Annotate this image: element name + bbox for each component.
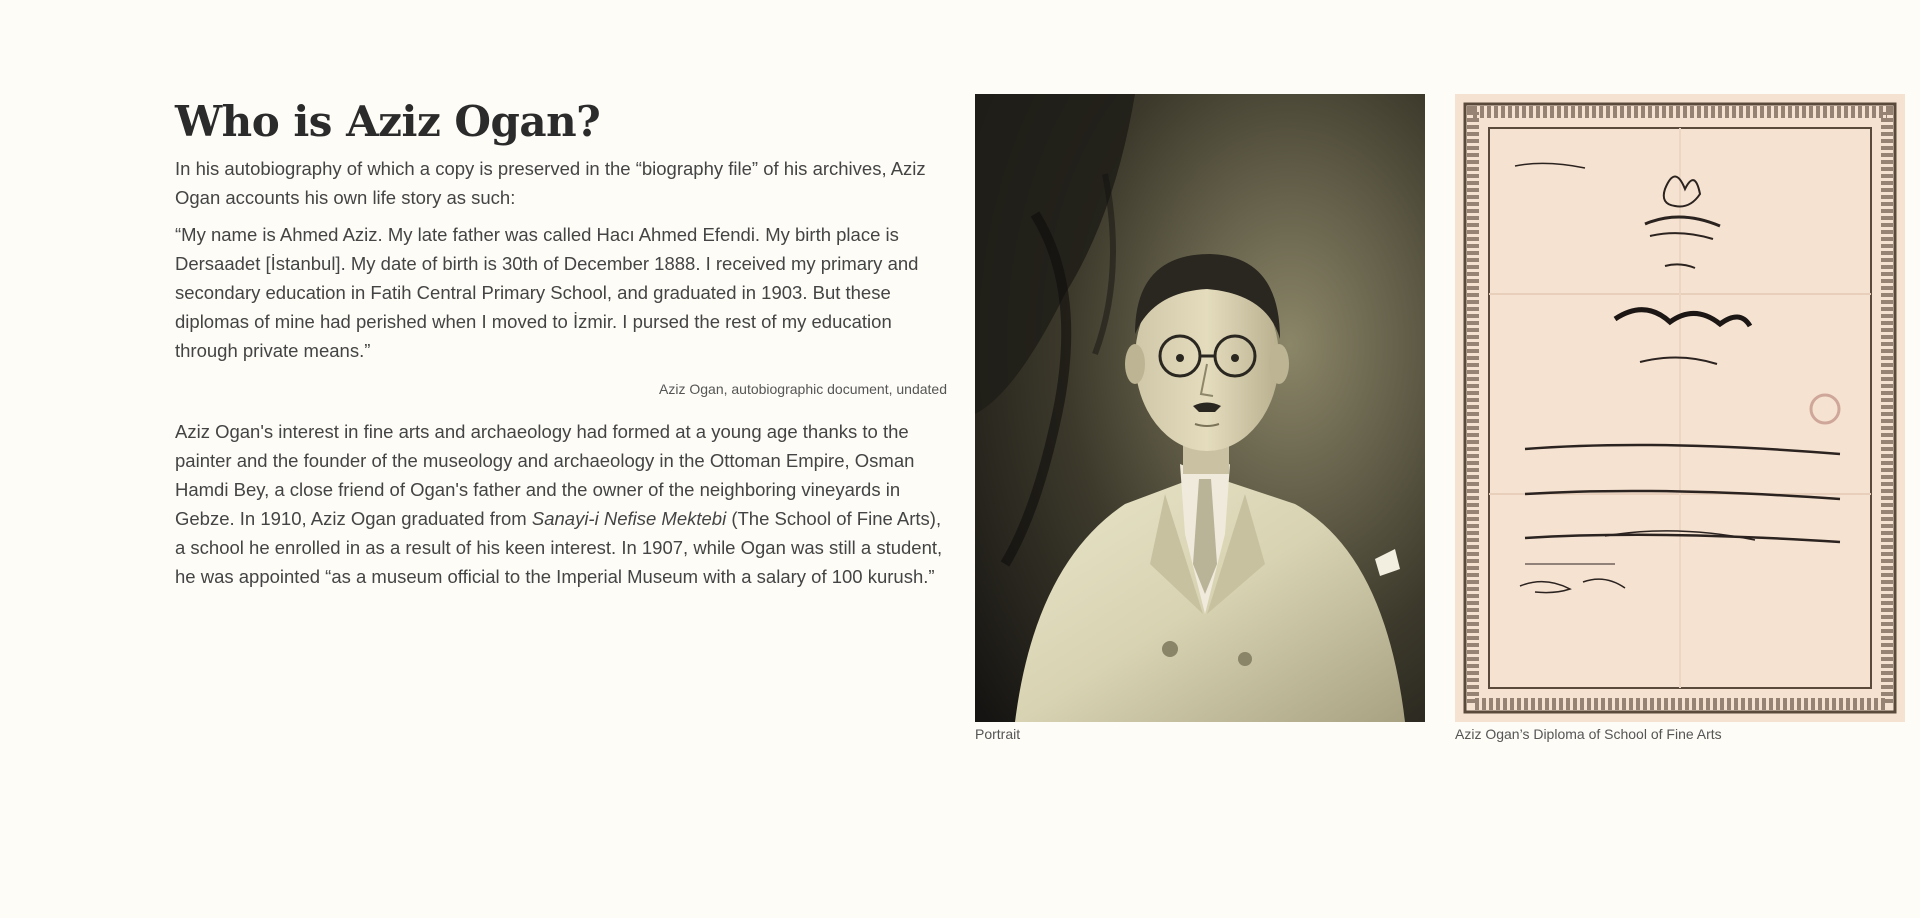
portrait-photo-illustration — [975, 94, 1425, 722]
portrait-figure — [975, 94, 1425, 744]
diploma-document-illustration — [1455, 94, 1905, 722]
diploma-caption: Aziz Ogan’s Diploma of School of Fine Arts — [1455, 726, 1722, 742]
autobiography-quote: “My name is Ahmed Aziz. My late father was called Hacı Ahmed Efendi. My birth place is Dersaadet [İstanbul]. My date of birth is 30th of December 1888. I received my primary and secondary education in Fatih Central Primary School, and graduated in 1903. But these diplomas of mine had perished when I moved to İzmir. I pursed the rest of my education through private means.” — [175, 224, 919, 361]
body-paragraph — [175, 417, 947, 591]
page-title: Who is Aziz Ogan? — [175, 97, 601, 146]
intro-paragraph: In his autobiography of which a copy is preserved in the “biography file” of his archives, Aziz Ogan accounts his own life story as such: — [175, 158, 926, 208]
text-column — [175, 96, 947, 599]
diploma-figure — [1455, 94, 1905, 744]
quote-attribution: Aziz Ogan, autobiographic document, undated — [659, 381, 947, 397]
portrait-caption: Portrait — [975, 726, 1021, 742]
body-text-before: Aziz Ogan's interest in fine arts and archaeology had formed at a young age thanks to the painter and the founder of the museology and archaeology in the Ottoman Empire, Osman Hamdi Bey, a close friend of Ogan's father and the owner of the neighboring vineyards in Gebze. In 1910, Aziz Ogan graduated from — [175, 421, 915, 529]
portrait-image[interactable] — [975, 94, 1425, 722]
body-text-after: (The School of Fine Arts), a school he enrolled in as a result of his keen interest. In 1907, while Ogan was still a student, he was appointed “as a museum official to the Imperial Museum with a salary of 100 kurush.” — [175, 508, 943, 587]
school-name-italic: Sanayi-i Nefise Mektebi — [531, 508, 727, 529]
diploma-image[interactable] — [1455, 94, 1905, 722]
